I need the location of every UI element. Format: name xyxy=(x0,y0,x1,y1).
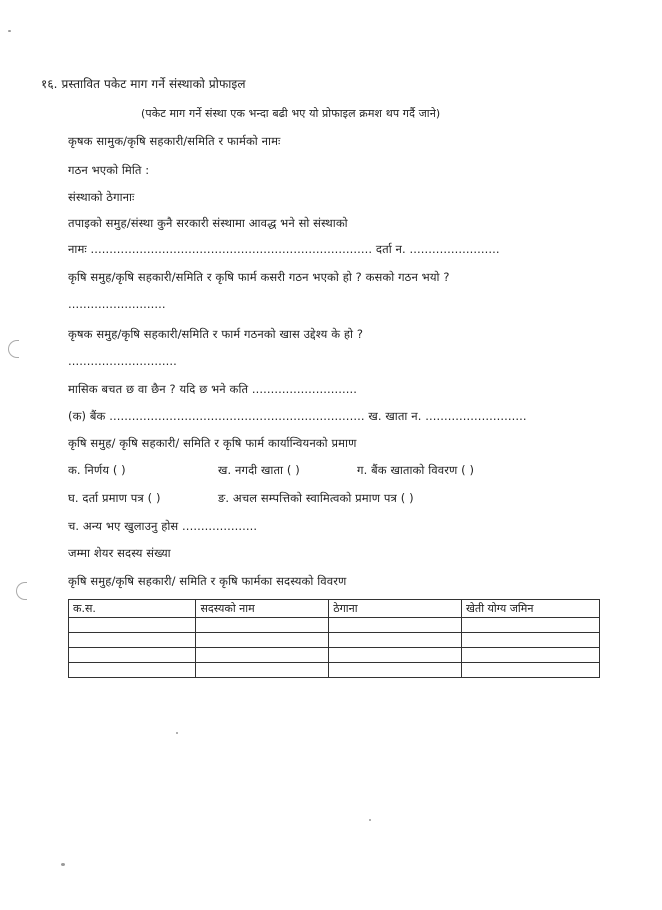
option-registration-certificate: घ. दर्ता प्रमाण पत्र ( ) xyxy=(68,491,161,505)
table-cell[interactable] xyxy=(196,648,329,663)
field-established-date: गठन भएको मिति : xyxy=(68,163,150,177)
field-affiliation-prompt: तपाइको समुह/संस्था कुनै सरकारी संस्थामा आवद्ध भने सो संस्थाको xyxy=(68,216,348,230)
table-row xyxy=(69,648,600,663)
field-organization-address: संस्थाको ठेगानाः xyxy=(68,190,135,204)
table-row xyxy=(69,633,600,648)
members-table-title: कृषि समुह/कृषि सहकारी/ समिति र कृषि फार्मका सदस्यको विवरण xyxy=(68,574,347,588)
field-objective-answer: ............................. xyxy=(68,354,177,368)
section-note: (पकेट माग गर्ने संस्था एक भन्दा बढी भए यो प्रोफाइल क्रमश थप गर्दै जाने) xyxy=(141,107,441,120)
scan-mark-punch-hole xyxy=(8,340,19,358)
field-bank-account: (क) बैंक .................................................................... ख. खाता न. ........................... xyxy=(68,409,527,423)
field-organization-name: कृषक सामुक/कृषि सहकारी/समिति र फार्मको नामः xyxy=(68,134,281,148)
option-cash-account: ख. नगदी खाता ( ) xyxy=(218,463,300,477)
table-cell[interactable] xyxy=(329,648,462,663)
table-cell[interactable] xyxy=(196,663,329,678)
field-monthly-saving: मासिक बचत छ वा छैन ? यदि छ भने कति ............................ xyxy=(68,382,358,396)
table-row xyxy=(69,663,600,678)
scan-speck xyxy=(61,863,65,866)
option-bank-details: ग. बैंक खाताको विवरण ( ) xyxy=(357,463,475,477)
field-formation-answer: .......................... xyxy=(68,297,166,311)
field-objective-question: कृषक समुह/कृषि सहकारी/समिति र फार्म गठनको खास उद्देश्य के हो ? xyxy=(68,327,364,341)
table-cell[interactable] xyxy=(461,618,599,633)
table-cell[interactable] xyxy=(461,663,599,678)
table-cell[interactable] xyxy=(461,633,599,648)
members-table xyxy=(68,599,600,678)
column-header-member-name: सदस्यको नाम xyxy=(196,600,329,618)
field-other: च. अन्य भए खुलाउनु होस .................... xyxy=(68,519,258,533)
table-cell[interactable] xyxy=(329,618,462,633)
table-cell[interactable] xyxy=(69,633,196,648)
column-header-cultivable-land: खेती योग्य जमिन xyxy=(461,600,599,618)
table-cell[interactable] xyxy=(461,648,599,663)
scan-mark-punch-hole xyxy=(16,582,27,600)
table-cell[interactable] xyxy=(69,618,196,633)
table-cell[interactable] xyxy=(196,633,329,648)
field-formation-question: कृषि समुह/कृषि सहकारी/समिति र कृषि फार्म कसरी गठन भएको हो ? कसको गठन भयो ? xyxy=(68,270,450,284)
field-total-share-members: जम्मा शेयर सदस्य संख्या xyxy=(68,546,171,560)
scan-speck xyxy=(369,819,371,821)
scan-speck xyxy=(176,732,178,734)
table-cell[interactable] xyxy=(69,648,196,663)
section-heading: १६. प्रस्तावित पकेट माग गर्ने संस्थाको प्रोफाइल xyxy=(41,77,246,91)
option-decision: क. निर्णय ( ) xyxy=(68,463,126,477)
table-cell[interactable] xyxy=(329,663,462,678)
scan-speck xyxy=(8,30,11,32)
field-implementation-proof: कृषि समुह/ कृषि सहकारी/ समिति र कृषि फार्म कार्यान्वियनको प्रमाण xyxy=(68,436,357,450)
table-row xyxy=(69,618,600,633)
table-cell[interactable] xyxy=(196,618,329,633)
column-header-serial: क.स. xyxy=(69,600,196,618)
option-property-ownership: ङ. अचल सम्पत्तिको स्वामित्वको प्रमाण पत्र ( ) xyxy=(218,491,414,505)
field-affiliation-name-registration: नामः ........................................................................... दर्ता न. ........................ xyxy=(68,242,500,256)
table-cell[interactable] xyxy=(329,633,462,648)
table-cell[interactable] xyxy=(69,663,196,678)
column-header-address: ठेगाना xyxy=(329,600,462,618)
table-header-row xyxy=(69,600,600,618)
